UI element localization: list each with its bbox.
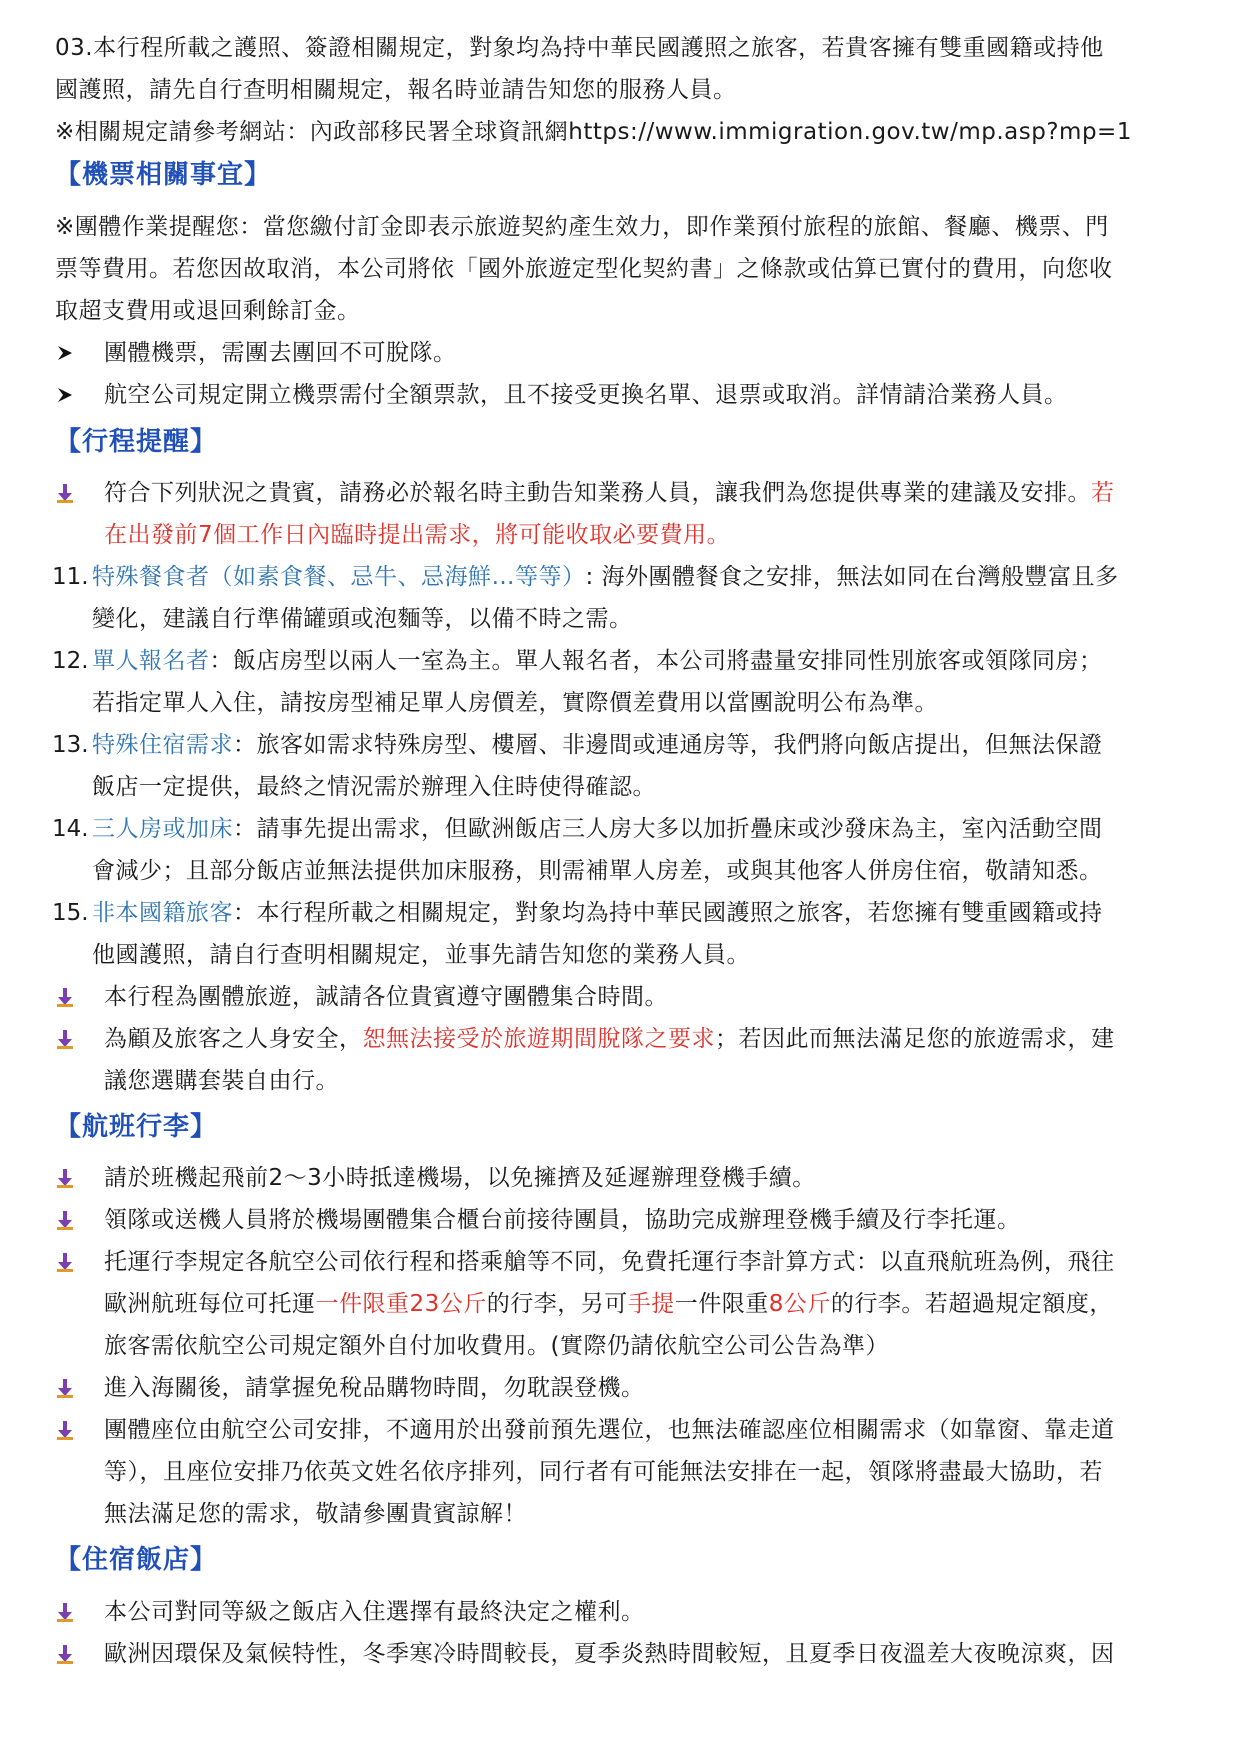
- down-arrow-bullet-icon: [55, 1643, 75, 1665]
- air-paragraph-line-3: 取超支費用或退回剩餘訂金。: [55, 298, 361, 324]
- item-line-1: [92, 562, 1119, 592]
- air-bullet-2: 航空公司規定開立機票需付全額票款，且不接受更換名單、退票或取消。詳情請洽業務人員。: [104, 382, 1068, 408]
- item-text: ：請事先提出需求，但歐洲飯店三人房大多以加折疊床或沙發床為主，室內活動空間: [233, 816, 1103, 842]
- baggage-text: 的行李，另可: [486, 1291, 628, 1317]
- item-label-special-meal: 特殊餐食者（如素食餐、忌牛、忌海鮮…等等）: [92, 564, 586, 590]
- arrow-bullet-icon: [55, 342, 75, 364]
- item-label-triple-room: 三人房或加床: [92, 816, 233, 842]
- item-line-1: [92, 730, 1103, 760]
- reminder-intro-warning-start: 若: [1091, 480, 1115, 506]
- baggage-carry-on-limit: 8公斤: [768, 1291, 831, 1317]
- section-heading-air: 【機票相關事宜】: [55, 160, 272, 190]
- down-arrow-bullet-icon: [55, 986, 75, 1008]
- item-line-2: 變化，建議自行準備罐頭或泡麵等，以備不時之需。: [92, 606, 633, 632]
- reminder-bullet-group-time: 本行程為團體旅遊，誠請各位貴賓遵守團體集合時間。: [104, 984, 668, 1010]
- safety-text: 為顧及旅客之人身安全，: [104, 1026, 363, 1052]
- item-text: ：旅客如需求特殊房型、樓層、非邊間或連通房等，我們將向飯店提出，但無法保證: [233, 732, 1103, 758]
- item-label-single-traveler: 單人報名者: [92, 648, 210, 674]
- flight-baggage-line-3: 旅客需依航空公司規定額外自付加收費用。(實際仍請依航空公司公告為準）: [104, 1333, 889, 1359]
- down-arrow-bullet-icon: [55, 482, 75, 504]
- item-line-1: [92, 898, 1103, 928]
- hotel-bullet-decision: 本公司對同等級之飯店入住選擇有最終決定之權利。: [104, 1599, 645, 1625]
- baggage-checked-limit: 一件限重23公斤: [315, 1291, 487, 1317]
- item-label-foreign-traveler: 非本國籍旅客: [92, 900, 233, 926]
- down-arrow-bullet-icon: [55, 1251, 75, 1273]
- intro-line-2: 國護照，請先自行查明相關規定，報名時並請告知您的服務人員。: [55, 77, 737, 103]
- item-number: 14.: [52, 816, 89, 842]
- reminder-bullet-safety-line-2: 議您選購套裝自由行。: [104, 1068, 339, 1094]
- air-bullet-1: 團體機票，需團去團回不可脫隊。: [104, 340, 457, 366]
- section-heading-reminder: 【行程提醒】: [55, 427, 218, 457]
- down-arrow-bullet-icon: [55, 1377, 75, 1399]
- baggage-text: 一件限重: [674, 1291, 769, 1317]
- baggage-carry-on: 手提: [627, 1291, 675, 1317]
- flight-seat-line-3: 無法滿足您的需求，敬請參團貴賓諒解！: [104, 1501, 527, 1527]
- air-paragraph-line-1: ※團體作業提醒您：當您繳付訂金即表示旅遊契約產生效力，即作業預付旅程的旅館、餐廳、機票、門: [55, 214, 1109, 240]
- flight-seat-line-2: 等），且座位安排乃依英文姓名依序排列，同行者有可能無法安排在一起，領隊將盡最大協助，若: [104, 1459, 1103, 1485]
- item-line-2: 飯店一定提供，最終之情況需於辦理入住時使得確認。: [92, 774, 656, 800]
- intro-line-1: 03.本行程所載之護照、簽證相關規定，對象均為持中華民國護照之旅客，若貴客擁有雙重國籍或持他: [55, 35, 1104, 61]
- hotel-bullet-climate: 歐洲因環保及氣候特性，冬季寒冷時間較長，夏季炎熱時間較短，且夏季日夜溫差大夜晚涼爽，因: [104, 1641, 1115, 1667]
- item-number: 11.: [52, 564, 89, 590]
- item-number: 12.: [52, 648, 89, 674]
- safety-warning: 恕無法接受於旅遊期間脫隊之要求: [362, 1026, 715, 1052]
- flight-bullet-checkin: 領隊或送機人員將於機場團體集合櫃台前接待團員，協助完成辦理登機手續及行李托運。: [104, 1207, 1021, 1233]
- arrow-bullet-icon: [55, 384, 75, 406]
- air-paragraph-line-2: 票等費用。若您因故取消，本公司將依「國外旅遊定型化契約書」之條款或估算已實付的費用，向您收: [55, 256, 1113, 282]
- item-label-special-accommodation: 特殊住宿需求: [92, 732, 233, 758]
- down-arrow-bullet-icon: [55, 1419, 75, 1441]
- down-arrow-bullet-icon: [55, 1209, 75, 1231]
- item-line-1: [92, 814, 1103, 844]
- intro-line-3: ※相關規定請參考網站：內政部移民署全球資訊網https://www.immigration.gov.tw/mp.asp?mp=1: [55, 119, 1132, 145]
- reminder-intro-text: 符合下列狀況之貴賓，請務必於報名時主動告知業務人員，讓我們為您提供專業的建議及安排。: [104, 480, 1091, 506]
- section-heading-hotel: 【住宿飯店】: [55, 1545, 218, 1575]
- item-text: : 海外團體餐食之安排，無法如同在台灣般豐富且多: [585, 564, 1119, 590]
- flight-baggage-line-1: 托運行李規定各航空公司依行程和搭乘艙等不同，免費托運行李計算方式：以直飛航班為例，飛往: [104, 1249, 1115, 1275]
- item-line-1: [92, 646, 1103, 676]
- flight-bullet-duty-free: 進入海關後，請掌握免稅品購物時間，勿耽誤登機。: [104, 1375, 645, 1401]
- down-arrow-bullet-icon: [55, 1601, 75, 1623]
- reminder-bullet-safety-line-1: [104, 1024, 1115, 1054]
- down-arrow-bullet-icon: [55, 1028, 75, 1050]
- item-line-2: 會減少；且部分飯店並無法提供加床服務，則需補單人房差，或與其他客人併房住宿，敬請知悉。: [92, 858, 1103, 884]
- flight-bullet-arrival: 請於班機起飛前2～3小時抵達機場，以免擁擠及延遲辦理登機手續。: [104, 1165, 816, 1191]
- flight-baggage-line-2: [104, 1289, 1113, 1319]
- item-number: 15.: [52, 900, 89, 926]
- item-line-2: 他國護照，請自行查明相關規定，並事先請告知您的業務人員。: [92, 942, 750, 968]
- section-heading-flight: 【航班行李】: [55, 1112, 218, 1142]
- item-text: ：飯店房型以兩人一室為主。單人報名者，本公司將盡量安排同性別旅客或領隊同房；: [209, 648, 1103, 674]
- reminder-intro-line-1: [104, 478, 1115, 508]
- item-number: 13.: [52, 732, 89, 758]
- reminder-intro-warning: 在出發前7個工作日內臨時提出需求，將可能收取必要費用。: [104, 522, 731, 548]
- down-arrow-bullet-icon: [55, 1167, 75, 1189]
- item-line-2: 若指定單人入住，請按房型補足單人房價差，實際價差費用以當團說明公布為準。: [92, 690, 938, 716]
- baggage-text: 的行李。若超過規定額度，: [830, 1291, 1113, 1317]
- baggage-text: 歐洲航班每位可托運: [104, 1291, 316, 1317]
- safety-text-cont: ；若因此而無法滿足您的旅遊需求，建: [715, 1026, 1115, 1052]
- item-text: ：本行程所載之相關規定，對象均為持中華民國護照之旅客，若您擁有雙重國籍或持: [233, 900, 1103, 926]
- flight-seat-line-1: 團體座位由航空公司安排，不適用於出發前預先選位，也無法確認座位相關需求（如靠窗、靠走道: [104, 1417, 1115, 1443]
